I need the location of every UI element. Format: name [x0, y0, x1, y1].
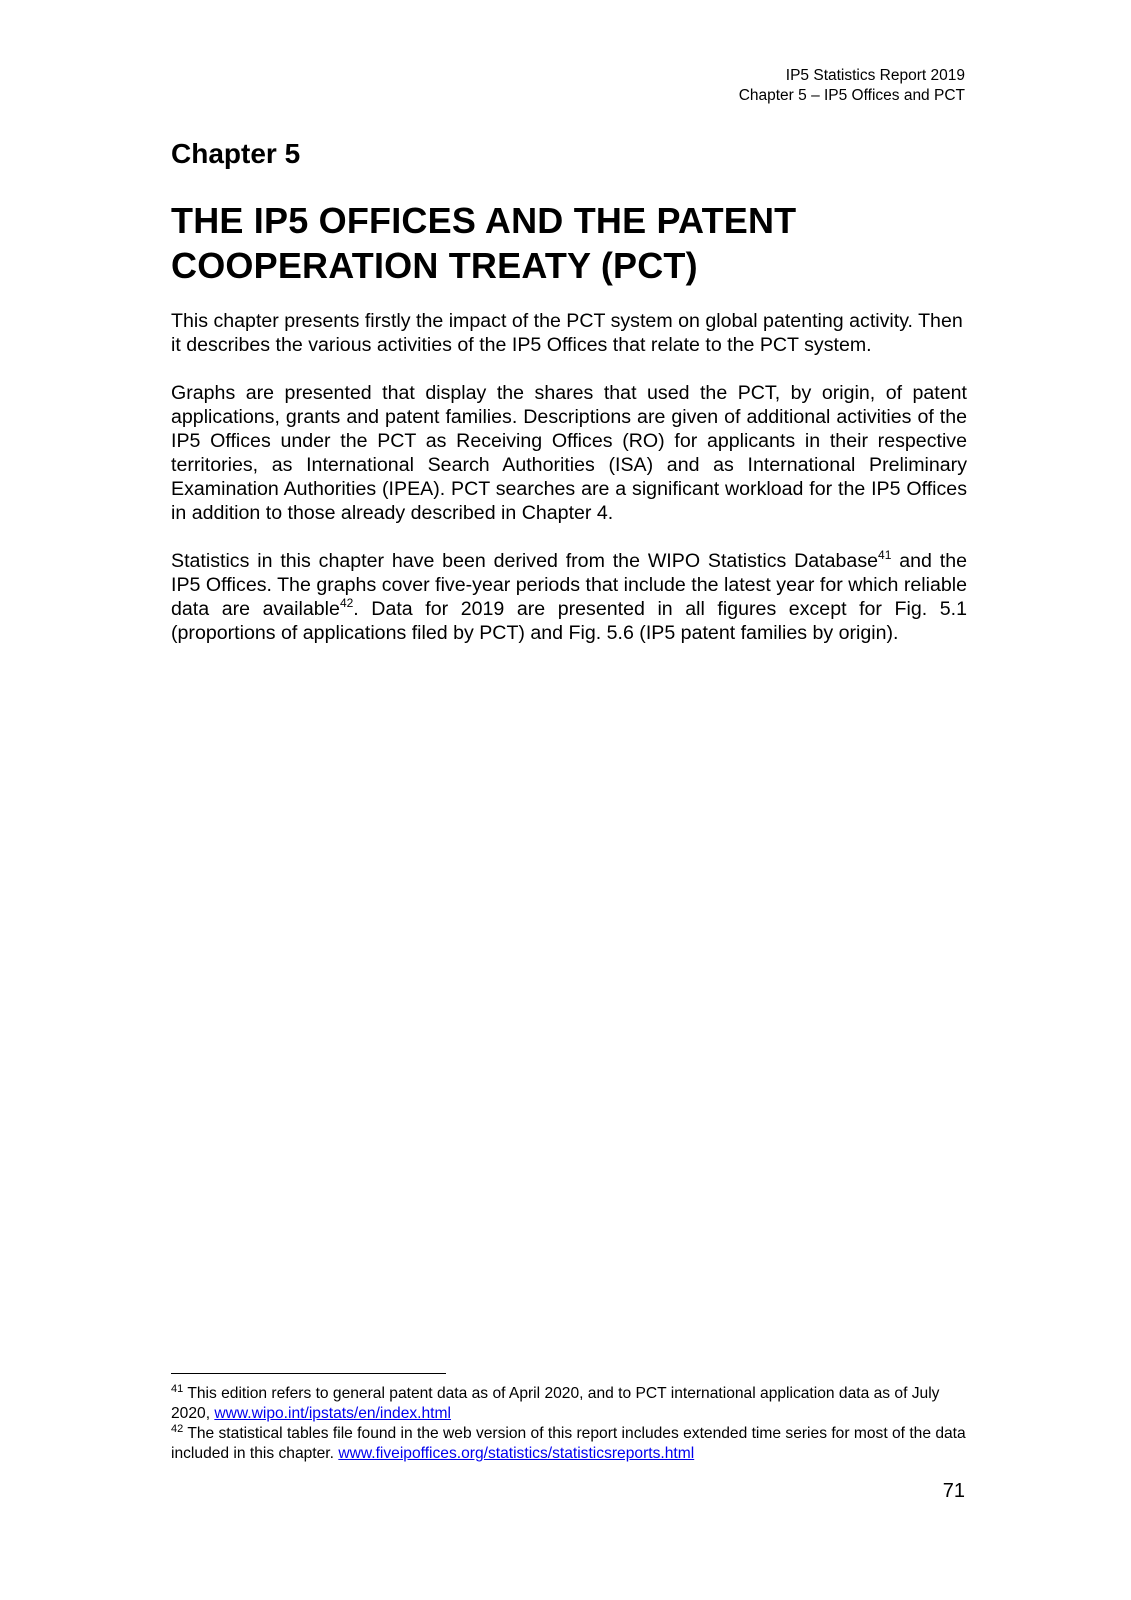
page-number: 71 [942, 1480, 965, 1502]
footnote-ref-42: 42 [339, 596, 354, 610]
footnotes [171, 1384, 968, 1464]
footnote-number: 41 [171, 1383, 184, 1395]
footnote-text: The statistical tables file found in the web version of this report includes extended time series for most of the data included in this chapter. [171, 1425, 966, 1462]
chapter-title [171, 198, 971, 288]
footnote-ref-41: 41 [878, 548, 892, 562]
paragraph-2: Graphs are presented that display the shares that used the PCT, by origin, of patent applications, grants and patent families. Descriptions are given of additional activities of the IP5 Offices under the PCT as Receiving Offices (RO) for applicants in their respective territories, as International Search Authorities (ISA) and as International Preliminary Examination Authorities (IPEA). PCT searches are a significant workload for the IP5 Offices in addition to those already described in Chapter 4. [171, 382, 967, 524]
fiveipoffices-stats-link[interactable]: www.fiveipoffices.org/statistics/statisticsreports.html [338, 1445, 695, 1462]
chapter-title-line-2: COOPERATION TREATY (PCT) [171, 245, 698, 286]
footnote-42 [171, 1424, 968, 1464]
chapter-title-line-1: THE IP5 OFFICES AND THE PATENT [171, 200, 797, 241]
paragraph-3 [171, 549, 967, 645]
paragraph-1: This chapter presents firstly the impact of the PCT system on global patenting activity. Then it describes the various activities of the IP5 Offices that relate to the PCT system. [171, 310, 963, 356]
chapter-label: Chapter 5 [171, 138, 301, 169]
footnote-text: This edition refers to general patent data as of April 2020, and to PCT international application data as of July 2020, [171, 1385, 940, 1422]
header-report-title: IP5 Statistics Report 2019 [785, 67, 965, 84]
header-chapter-subtitle: Chapter 5 – IP5 Offices and PCT [738, 87, 965, 104]
wipo-stats-link[interactable]: www.wipo.int/ipstats/en/index.html [214, 1405, 451, 1422]
paragraph-3-part-3: . Data for 2019 are presented in all figures except for Fig. 5.1 (proportions of applications filed by PCT) and Fig. 5.6 (IP5 patent families by origin). [171, 598, 967, 644]
paragraph-3-part-2: and the IP5 Offices. The graphs cover five-year periods that include the latest year for which reliable data are available [171, 550, 968, 620]
footnote-separator [171, 1373, 446, 1374]
running-header [739, 66, 965, 106]
footnote-41 [171, 1384, 968, 1424]
paragraph-3-part-1: Statistics in this chapter have been derived from the WIPO Statistics Database [171, 550, 879, 572]
footnote-number: 42 [171, 1423, 184, 1435]
body-text [171, 309, 967, 669]
